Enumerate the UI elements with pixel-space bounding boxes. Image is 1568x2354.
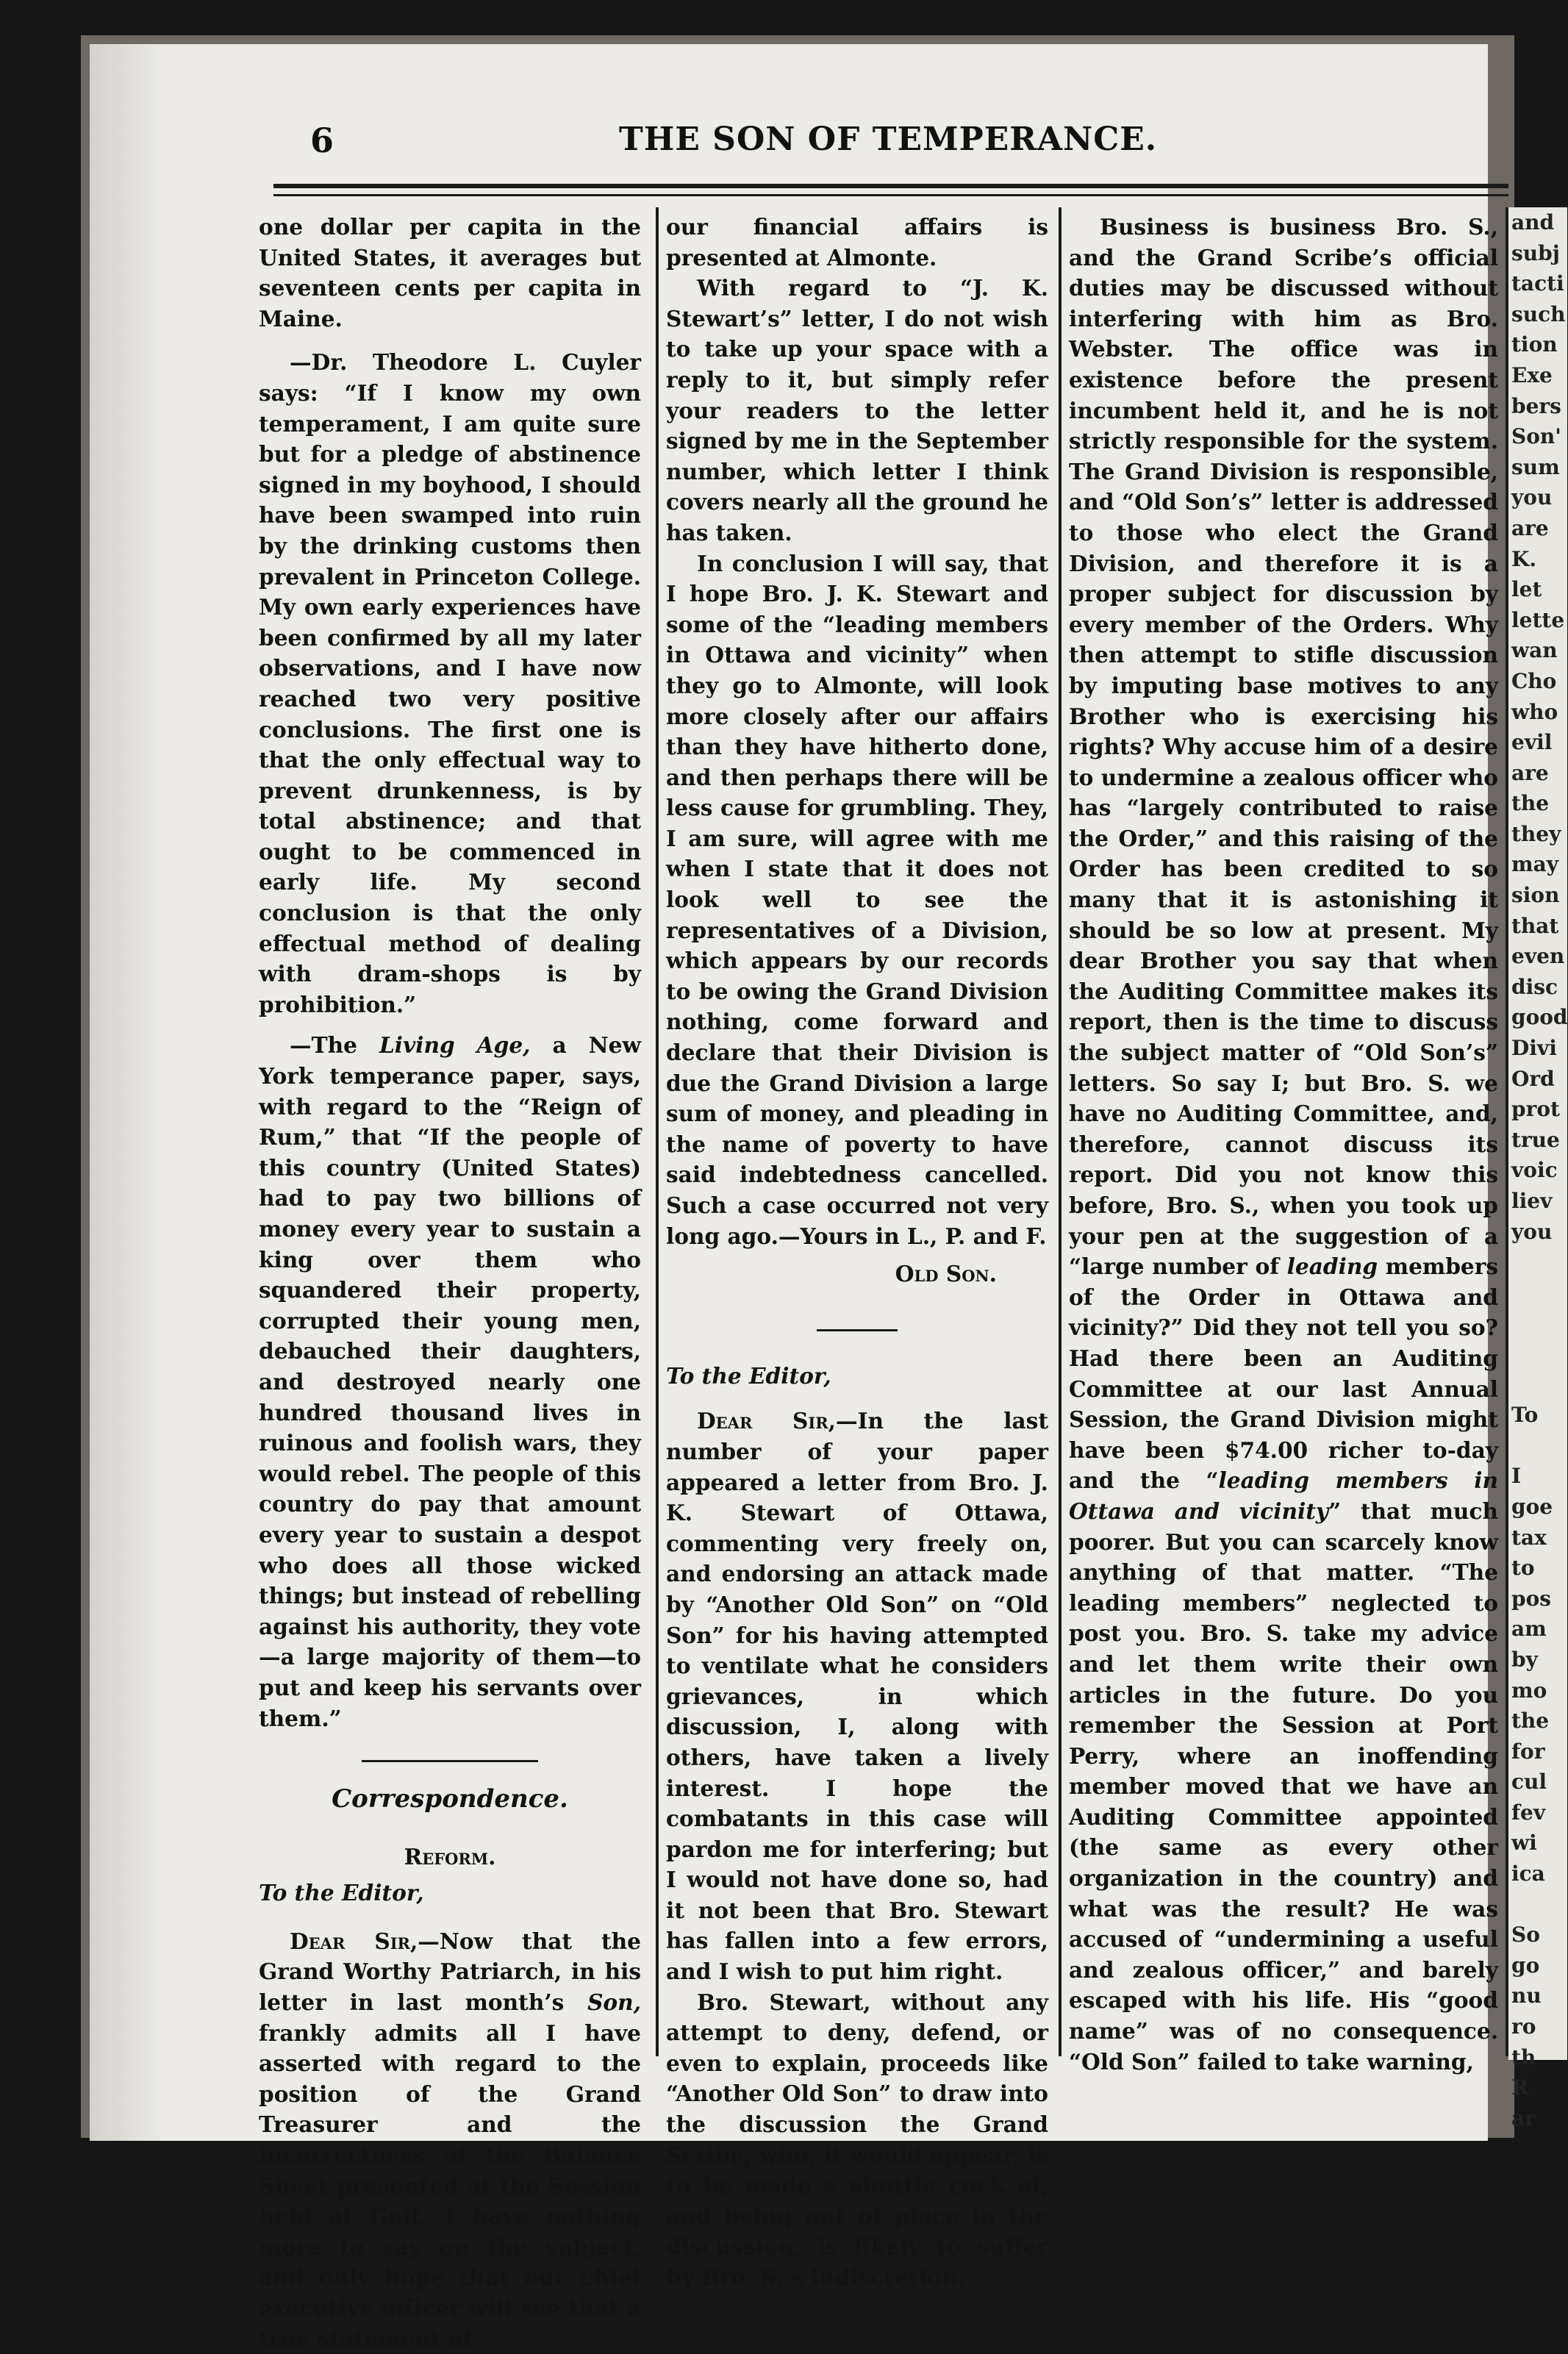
facing-page-line: cul [1511,1770,1547,1795]
italic-text: leading members in Ottawa and vicinity [1069,1467,1499,1524]
facing-page-line: K. [1511,546,1537,571]
facing-page-line: tion [1511,332,1558,357]
salutation-line: To the Editor, [666,1362,831,1389]
facing-page-line: nu [1511,1983,1542,2008]
facing-page-line: prot [1511,1097,1560,1122]
column-divider [1059,207,1062,2056]
text-run: a New York temperance paper, says, with regard to the “Reign of Rum,” that “If the people of this country (United States) had to pay two billions of money every year to sustain a king over them who squandered their property, corrupted their young men, debauched their daughters, and destroyed nearly one hundred thousand lives in ruinous and foolish wars, they would rebel. The people of this country do pay that amount every year to sustain a despot who does all those wicked things; but instead of rebelling against his authority, they vote—a large majority of them—to put and keep his servants over them.” [259,1032,641,1731]
greeting: Dear Sir, [697,1408,837,1434]
text-run: members of the Order in Ottawa and vicinity?” Did they not tell you so? Had there been an Auditing Committee at our last Annual Session, the Grand Division might have been $74.00 richer to-day and the “ [1069,1253,1498,1494]
facing-page-line: am [1511,1617,1547,1642]
facing-page-line: bers [1511,393,1561,418]
salutation-line: To the Editor, [259,1880,424,1906]
facing-page-line [1508,1308,1567,1339]
facing-page-line: sion [1511,883,1560,908]
facing-page-line: by [1511,1647,1538,1672]
column-2 [666,212,1048,2293]
text-run: ” that much poorer. But you can scarcely know anything of that matter. “The leading members” neglected to post you. Bro. S. take my advice and let them write their own articles in the future. Do you remember the Session at Port Perry, where an inoffending member moved that we have an Auditing Committee appointed (the same as every other organization in the country) and what was the result? He was accused of “undermining a useful and zealous officer,” and barely escaped with his life. His “good name” was of no consequence. “Old Son” failed to take warning, [1069,1498,1498,2075]
page-number: 6 [310,121,334,160]
facing-page-line: you [1511,1219,1553,1244]
paragraph [666,1406,1048,1986]
facing-page-line: sum [1511,454,1560,479]
facing-page-line [1508,1339,1567,1370]
facing-page-line: pos [1511,1586,1552,1611]
facing-page-line: Ord [1511,1066,1555,1091]
paragraph [259,1030,641,1734]
paragraph [1069,212,1498,2077]
facing-page-line: to [1511,1556,1535,1581]
facing-page-line: goe [1511,1494,1553,1519]
facing-page-line: that [1511,913,1559,938]
facing-page-line [1508,1370,1567,1400]
text-run: Business is business Bro. S., and the Grand Scribe’s official duties may be discussed without interfering with him as Bro. Webster. The office was in existence before the present incumbent held it, and he is not strictly responsible for the system. The Grand Division is responsible, and “Old Son’s” letter is addressed to those who elect the Grand Division, and therefore it is a proper subject for discussion by every member of the Orders. Why then attempt to stifle discussion by imputing base motives to any Brother who is exercising his rights? Why accuse him of a desire to undermine a zealous officer who has “largely contributed to raise the Order,” and this raising of the Order has been credited to so many that it is astonishing it should be so low at present. My dear Brother you say that when the Auditing Committee makes its report, then is the time to discuss the subject matter of “Old Son’s” letters. So say I; but Bro. S. we have no Auditing Committee, and, therefore, cannot discuss its report. Did you not know this before, Bro. S., when you took up your pen at the suggestion of a “large number of [1069,214,1498,1280]
text-run: —In the last number of your paper appeared a letter from Bro. J. K. Stewart of Ottawa, commenting very freely on, and endorsing an attack made by “Another Old Son” on “Old Son” for his having attempted to ventilate what he considers grievances, in which discussion, I, along with others, have taken a lively interest. I hope the combatants in this case will pardon me for interfering; but I would not have done so, had it not been that Bro. Stewart has fallen into a few errors, and I wish to put him right. [666,1408,1049,1985]
facing-page-line: To [1511,1403,1539,1428]
signature: Old Son. [895,1261,997,1287]
facing-page-line: may [1511,852,1559,877]
facing-page-line: true [1511,1127,1560,1152]
header-rule-thick [273,184,1508,188]
column-divider [656,207,659,2056]
facing-page-line: for [1511,1739,1545,1764]
facing-page-line [1508,1889,1567,1920]
facing-page-line: tacti [1511,271,1564,296]
article-title: Reform. [404,1843,496,1870]
paragraph: one dollar per capita in the United States, it averages but seventeen cents per capita in Maine. [259,214,641,332]
facing-page-line: who [1511,699,1558,724]
facing-page-line: So [1511,1922,1540,1947]
facing-page-line: let [1511,577,1542,602]
page-binding-edge [90,44,160,2141]
section-heading: Correspondence. [332,1784,568,1814]
facing-page-line [1508,1278,1567,1309]
facing-page-line: liev [1511,1189,1553,1213]
facing-page-line [1508,1247,1567,1278]
newspaper-page [90,44,1568,2352]
text-run: frankly admits all I have asserted with regard to the position of the Grand Treasurer and the incorrectness of the Balance Sheet presented at the Session held at Galt, I have nothing more to say on the subject, and only hope that our chief executive officer will see that a true statement of [259,2019,641,2352]
facing-page-line: Divi [1511,1036,1557,1061]
facing-page-line: are [1511,760,1549,785]
facing-page-fragment [1508,207,1568,2131]
paragraph: our financial affairs is presented at Almonte. [666,214,1048,271]
section-divider [817,1329,898,1331]
facing-page-line: voic [1511,1158,1558,1183]
facing-page-line: even [1511,944,1565,969]
facing-page-line: subj [1511,240,1560,265]
section-divider [362,1760,538,1762]
paragraph: Bro. Stewart, without any attempt to deny, defend, or even to explain, proceeds like “Another Old Son” to draw into the discussion the Grand Scribe, who, it would appear, is to be made a shuttle cock of, and being out of place in the discussion, is likely to suffer by Bro. S.’s indiscretion. [666,1989,1048,2290]
text-run: —The [290,1032,379,1059]
facing-page-line: Cho [1511,668,1557,693]
facing-page-line: they [1511,821,1561,846]
italic-text: Living Age, [379,1032,531,1059]
publication-title: THE SON OF TEMPERANCE. [619,121,1158,158]
page-header [310,121,1531,179]
facing-page-line: Exe [1511,362,1553,387]
paragraph: With regard to “J. K. Stewart’s” letter, I do not wish to take up your space with a reply to it, but simply refer your readers to the letter signed by me in the September number, which letter I think covers nearly all the ground he has taken. [666,275,1048,545]
facing-page-line: disc [1511,974,1558,999]
column-3 [1069,212,1498,2077]
facing-page-line: the [1511,1709,1550,1734]
paragraph [259,1926,641,2354]
facing-page-line: wi [1511,1831,1537,1856]
facing-page-line: tax [1511,1525,1547,1550]
facing-page-line: lette [1511,607,1565,632]
paragraph: In conclusion I will say, that I hope Bro. J. K. Stewart and some of the “leading members in Ottawa and vicinity” when they go to Almonte, will look more closely after our affairs than they have hitherto done, and then perhaps there will be less cause for grumbling. They, I am sure, will agree with me when I state that it does not look well to see the representatives of a Division, which appears by our records to be owing the Grand Division nothing, come forward and declare that their Division is due the Grand Division a large sum of money, and pleading in the name of poverty to have said indebtedness cancelled. Such a case occurred not very long ago.—Yours in L., P. and F. [666,550,1048,1249]
italic-text: Son, [587,1989,641,2016]
facing-page-line: go [1511,1953,1540,1978]
facing-page-line [1508,1431,1567,1462]
column-1 [259,212,641,2354]
facing-page-line: R [1511,2075,1529,2100]
facing-page-line: I [1511,1464,1522,1489]
facing-page-line: you [1511,485,1553,510]
paragraph: —Dr. Theodore L. Cuyler says: “If I know my own temperament, I am quite sure but for a pledge of abstinence signed in my boyhood, I should have been swamped into ruin by the drinking customs then prevalent in Princeton College. My own early experiences have been confirmed by all my later observations, and I have now reached two very positive conclusions. The first one is that the only effectual way to prevent drunkenness, is by total abstinence; and that ought to be commenced in early life. My second conclusion is that the only effectual method of dealing with dram-shops is by prohibition.” [259,349,641,1017]
facing-page-line: Son' [1511,424,1561,449]
facing-page-line: and [1511,210,1555,235]
facing-page-line: fev [1511,1800,1546,1825]
text-run: —Now that the Grand Worthy Patriarch, in his letter in last month’s [259,1928,641,2016]
facing-page-line: ar [1511,2106,1536,2131]
facing-page-line: the [1511,791,1550,816]
facing-page-line: wan [1511,638,1558,663]
greeting: Dear Sir, [290,1928,418,1954]
facing-page-line: mo [1511,1678,1547,1703]
header-rule-thin [273,194,1508,196]
facing-page-line: are [1511,515,1549,540]
italic-text: leading [1286,1253,1378,1280]
facing-page-line: ica [1511,1861,1545,1886]
facing-page-line: ro [1511,2014,1536,2039]
facing-page-line: such [1511,301,1566,326]
facing-page-line: good [1511,1005,1568,1030]
facing-page-line: th [1511,2044,1536,2069]
facing-page-line: evil [1511,730,1553,755]
